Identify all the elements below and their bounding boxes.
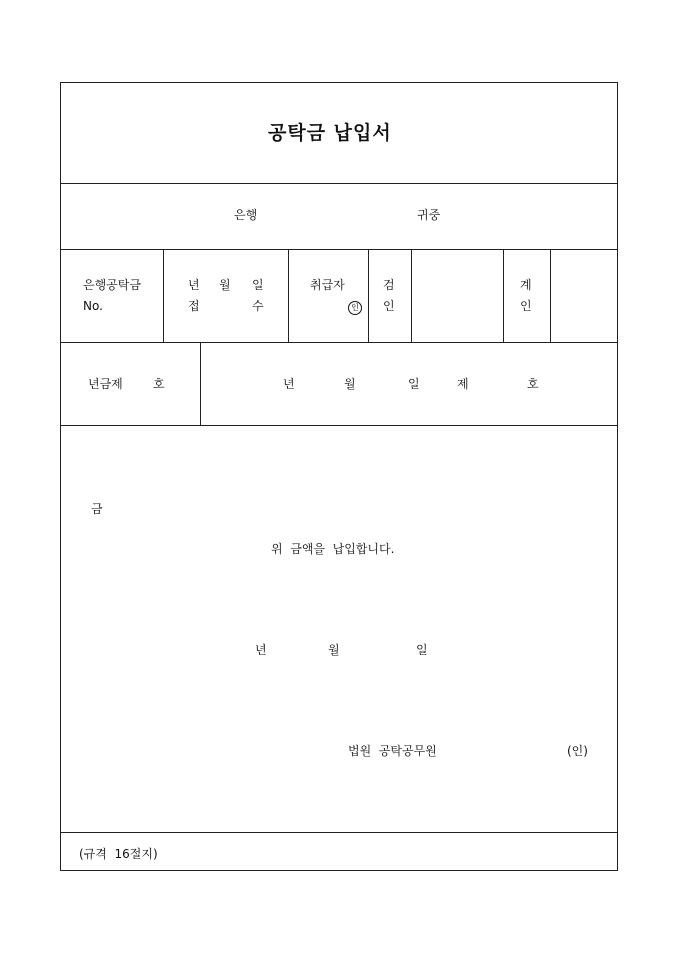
row1-col-divider xyxy=(288,249,289,342)
row1-col-divider xyxy=(550,249,551,342)
row1-date-year: 년 xyxy=(188,278,200,292)
handler-label: 취급자 xyxy=(310,278,345,292)
receipt-char-1: 접 xyxy=(188,299,200,313)
row1-col-divider xyxy=(368,249,369,342)
body-date-day: 일 xyxy=(416,643,428,657)
inspect-char-1: 검 xyxy=(383,278,395,292)
row2-date-year: 년 xyxy=(283,377,295,391)
paper-size-note: (규격 16절지) xyxy=(79,847,158,861)
receipt-char-2: 수 xyxy=(252,299,264,313)
handler-seal xyxy=(348,299,362,315)
divider-row2 xyxy=(61,425,617,426)
row1-col-divider xyxy=(503,249,504,342)
row2-col-divider xyxy=(200,342,201,425)
divider-footer xyxy=(61,832,617,833)
row1-col-divider xyxy=(411,249,412,342)
addressee-label: 귀중 xyxy=(417,208,441,222)
divider-row1 xyxy=(61,342,617,343)
year-no-label: 년금제 xyxy=(88,377,123,391)
row1-date-day: 일 xyxy=(252,278,264,292)
account-char-2: 인 xyxy=(520,299,532,313)
divider-title xyxy=(61,183,617,184)
deposit-official-label: 법원 공탁공무원 xyxy=(348,744,437,758)
deposit-label-line1: 은행공탁금 xyxy=(83,278,141,292)
deposit-payment-form xyxy=(60,82,618,871)
form-title: 공탁금 납입서 xyxy=(268,122,392,144)
seal-mark-icon: 인 xyxy=(348,301,362,315)
row2-date-month: 월 xyxy=(344,377,356,391)
divider-bank xyxy=(61,249,617,250)
body-date-year: 년 xyxy=(255,643,267,657)
row1-date-month: 월 xyxy=(219,278,231,292)
row1-col-divider xyxy=(163,249,164,342)
row2-je-label: 제 xyxy=(457,377,469,391)
payment-statement: 위 금액을 납입합니다. xyxy=(271,542,395,556)
official-seal: (인) xyxy=(567,744,588,758)
body-date-month: 월 xyxy=(328,643,340,657)
inspect-char-2: 인 xyxy=(383,299,395,313)
deposit-label-line2: No. xyxy=(83,299,103,313)
amount-label: 금 xyxy=(91,502,103,516)
row2-no-label: 호 xyxy=(527,377,539,391)
bank-label: 은행 xyxy=(234,208,258,222)
row2-date-day: 일 xyxy=(408,377,420,391)
account-char-1: 계 xyxy=(520,278,532,292)
number-label: 호 xyxy=(153,377,165,391)
